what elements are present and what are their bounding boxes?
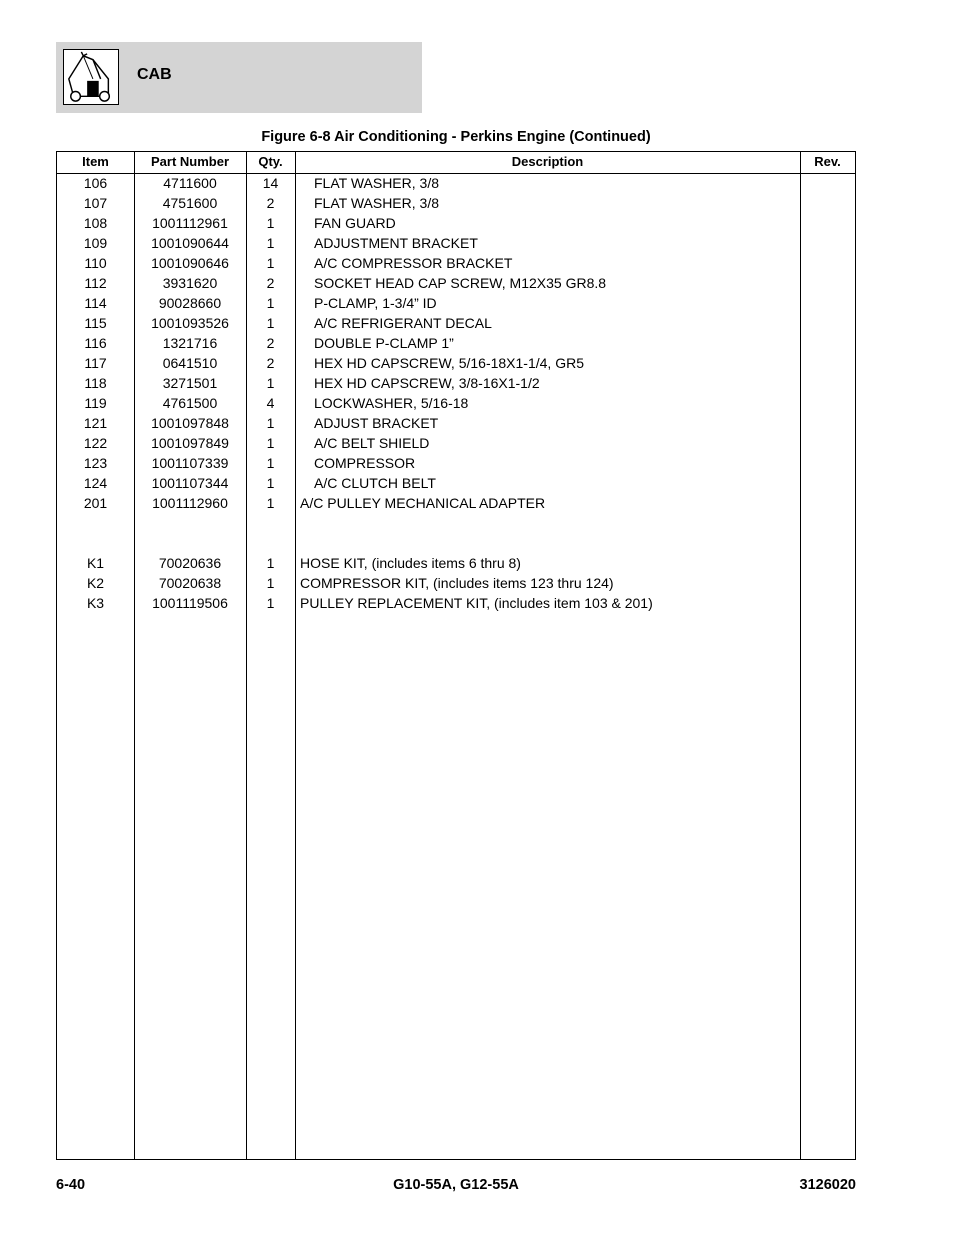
item-cell: 118 xyxy=(84,375,107,391)
table-row xyxy=(57,373,855,393)
description-cell: COMPRESSOR KIT, (includes items 123 thru 124) xyxy=(300,575,614,591)
part-number-cell: 3931620 xyxy=(162,275,218,291)
part-number-cell: 1001107344 xyxy=(151,475,229,491)
table-row xyxy=(57,453,855,473)
qty-cell: 2 xyxy=(266,195,275,211)
table-row xyxy=(57,413,855,433)
part-number-cell: 90028660 xyxy=(158,295,222,311)
part-number-cell: 1001112960 xyxy=(152,495,228,511)
table-row xyxy=(57,393,855,413)
qty-cell: 1 xyxy=(266,495,275,511)
item-cell: K2 xyxy=(86,575,105,591)
description-cell: HEX HD CAPSCREW, 3/8-16X1-1/2 xyxy=(314,375,540,391)
qty-cell: 2 xyxy=(266,355,275,371)
description-cell: A/C CLUTCH BELT xyxy=(314,475,436,491)
table-row xyxy=(57,253,855,273)
item-cell: 123 xyxy=(83,455,108,471)
qty-cell: 1 xyxy=(266,295,275,311)
description-cell: DOUBLE P-CLAMP 1” xyxy=(314,335,454,351)
parts-table xyxy=(56,151,856,1160)
item-cell: 107 xyxy=(83,195,108,211)
part-number-cell: 4751600 xyxy=(162,195,218,211)
item-cell: 117 xyxy=(84,355,107,371)
description-cell: A/C REFRIGERANT DECAL xyxy=(314,315,492,331)
model-numbers: G10-55A, G12-55A xyxy=(393,1177,519,1193)
qty-cell: 1 xyxy=(266,595,275,611)
table-row xyxy=(57,433,855,453)
qty-cell: 4 xyxy=(266,395,275,411)
description-cell: A/C BELT SHIELD xyxy=(314,435,430,451)
part-number-cell: 4761500 xyxy=(162,395,218,411)
item-cell: 119 xyxy=(84,395,107,411)
table-row xyxy=(57,353,855,373)
item-cell: 124 xyxy=(83,475,108,491)
qty-cell: 1 xyxy=(266,435,275,451)
item-cell: 112 xyxy=(84,275,107,291)
qty-cell: 1 xyxy=(266,415,275,431)
item-cell: 114 xyxy=(84,295,107,311)
qty-cell: 2 xyxy=(266,275,275,291)
description-cell: COMPRESSOR xyxy=(314,455,416,471)
description-cell: FLAT WASHER, 3/8 xyxy=(314,175,439,191)
part-number-cell: 1001119506 xyxy=(152,595,228,611)
description-cell: P-CLAMP, 1-3/4” ID xyxy=(314,295,437,311)
part-number-cell: 1001093526 xyxy=(151,315,229,331)
part-number-cell: 1001112961 xyxy=(152,215,228,231)
part-number-cell: 1001090644 xyxy=(151,235,229,251)
qty-cell: 1 xyxy=(266,475,275,491)
description-cell: FLAT WASHER, 3/8 xyxy=(314,195,439,211)
qty-cell: 1 xyxy=(266,375,275,391)
table-row xyxy=(57,213,855,233)
part-number-cell: 4711600 xyxy=(163,175,217,191)
column-header-qty: Qty. xyxy=(258,154,283,169)
description-cell: A/C PULLEY MECHANICAL ADAPTER xyxy=(300,495,546,511)
qty-cell: 1 xyxy=(266,235,275,251)
item-cell: 115 xyxy=(84,315,107,331)
table-row xyxy=(57,593,855,613)
table-row xyxy=(57,313,855,333)
part-number-cell: 1321716 xyxy=(162,335,218,351)
table-row xyxy=(57,493,855,513)
qty-cell: 1 xyxy=(266,455,275,471)
figure-title: Figure 6-8 Air Conditioning - Perkins Engine (Continued) xyxy=(261,129,651,145)
qty-cell: 14 xyxy=(262,175,279,191)
description-cell: ADJUSTMENT BRACKET xyxy=(314,235,478,251)
cab-equipment-icon xyxy=(63,49,119,105)
item-cell: 106 xyxy=(83,175,108,191)
column-header-description: Description xyxy=(511,154,584,169)
part-number-cell: 0641510 xyxy=(162,355,218,371)
table-row xyxy=(57,333,855,353)
item-cell: 116 xyxy=(84,335,107,351)
part-number-cell: 1001097849 xyxy=(151,435,229,451)
table-row xyxy=(57,573,855,593)
item-cell: 109 xyxy=(83,235,108,251)
description-cell: FAN GUARD xyxy=(314,215,396,231)
section-title: CAB xyxy=(137,66,172,83)
part-number-cell: 3271501 xyxy=(162,375,218,391)
qty-cell: 1 xyxy=(266,215,275,231)
item-cell: K1 xyxy=(86,555,105,571)
table-row xyxy=(57,293,855,313)
part-number-cell: 1001097848 xyxy=(151,415,229,431)
document-number: 3126020 xyxy=(799,1177,856,1193)
description-cell: ADJUST BRACKET xyxy=(314,415,439,431)
qty-cell: 2 xyxy=(266,335,275,351)
description-cell: A/C COMPRESSOR BRACKET xyxy=(314,255,513,271)
table-row xyxy=(57,173,855,193)
table-row xyxy=(57,553,855,573)
item-cell: 201 xyxy=(83,495,108,511)
table-row xyxy=(57,233,855,253)
qty-cell: 1 xyxy=(266,555,275,571)
description-cell: PULLEY REPLACEMENT KIT, (includes item 103 & 201) xyxy=(300,595,653,611)
item-cell: 108 xyxy=(83,215,108,231)
part-number-cell: 70020636 xyxy=(158,555,222,571)
description-cell: HOSE KIT, (includes items 6 thru 8) xyxy=(300,555,521,571)
description-cell: SOCKET HEAD CAP SCREW, M12X35 GR8.8 xyxy=(314,275,607,291)
item-cell: K3 xyxy=(86,595,105,611)
page-number: 6-40 xyxy=(56,1177,86,1193)
description-cell: LOCKWASHER, 5/16-18 xyxy=(314,395,469,411)
item-cell: 121 xyxy=(83,415,108,431)
qty-cell: 1 xyxy=(266,315,275,331)
item-cell: 110 xyxy=(84,255,107,271)
table-row xyxy=(57,473,855,493)
part-number-cell: 1001090646 xyxy=(151,255,229,271)
description-cell: HEX HD CAPSCREW, 5/16-18X1-1/4, GR5 xyxy=(314,355,584,371)
part-number-cell: 70020638 xyxy=(158,575,222,591)
column-header-part-number: Part Number xyxy=(150,154,230,169)
table-row xyxy=(57,273,855,293)
qty-cell: 1 xyxy=(266,575,275,591)
part-number-cell: 1001107339 xyxy=(151,455,229,471)
table-row xyxy=(57,193,855,213)
column-header-rev: Rev. xyxy=(814,154,841,169)
item-cell: 122 xyxy=(83,435,108,451)
column-header-item: Item xyxy=(82,154,109,169)
qty-cell: 1 xyxy=(266,255,275,271)
